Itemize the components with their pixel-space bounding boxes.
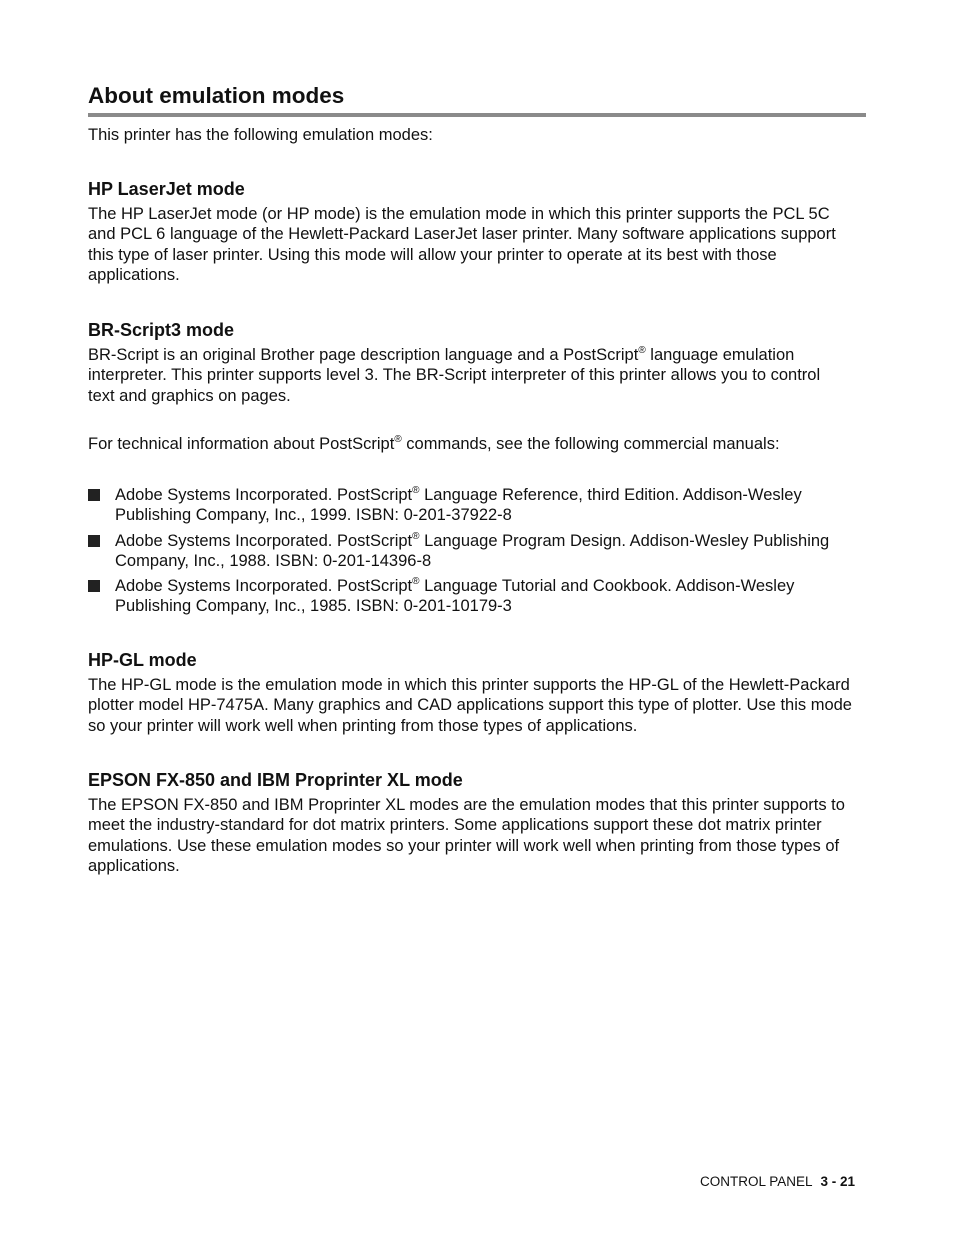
section-hp-gl xyxy=(88,649,866,736)
body-line: this type of laser printer. Using this mode will allow your printer to operate at its best with those xyxy=(88,245,777,264)
manual-list xyxy=(88,485,866,622)
section-heading-hp-gl: HP-GL mode xyxy=(88,650,197,670)
page-footer xyxy=(700,1173,855,1191)
body-line: meet the industry-standard for dot matrix printers. Some applications support these dot matrix printer xyxy=(88,816,822,835)
manual-list-item xyxy=(88,576,866,617)
body-line xyxy=(88,345,866,365)
intro-text: This printer has the following emulation modes: xyxy=(88,126,433,144)
body-line: applications. xyxy=(88,856,180,875)
body-line: and PCL 6 language of the Hewlett-Packard LaserJet laser printer. Many software applications support xyxy=(88,225,836,244)
body-line: Publishing Company, Inc., 1985. ISBN: 0-201-10179-3 xyxy=(115,597,512,616)
body-text-segment: Adobe Systems Incorporated. PostScript xyxy=(115,531,413,550)
body-text-segment: commands, see the following commercial manuals: xyxy=(401,435,780,453)
manual-list-item xyxy=(88,531,866,572)
body-line: text and graphics on pages. xyxy=(88,386,291,405)
registered-mark: ® xyxy=(394,434,402,445)
body-line: The HP LaserJet mode (or HP mode) is the emulation mode in which this printer supports the PCL 5C xyxy=(88,205,830,223)
body-text-segment: BR-Script is an original Brother page description language and a PostScript xyxy=(88,346,639,364)
registered-mark: ® xyxy=(638,345,646,356)
body-line: Company, Inc., 1988. ISBN: 0-201-14396-8 xyxy=(115,551,432,570)
body-text-segment: Language Tutorial and Cookbook. Addison-Wesley xyxy=(419,577,795,596)
body-text-segment: For technical information about PostScript xyxy=(88,435,395,453)
body-text-segment: Language Program Design. Addison-Wesley Publishing xyxy=(419,531,830,550)
body-text-segment: Adobe Systems Incorporated. PostScript xyxy=(115,486,413,504)
section-heading-br-script3: BR-Script3 mode xyxy=(88,320,235,340)
section-epson-ibm xyxy=(88,769,866,876)
body-line: so your printer will work well when printing from those types of applications. xyxy=(88,716,638,735)
square-bullet-icon xyxy=(88,580,100,592)
footer-section-label: CONTROL PANEL xyxy=(700,1174,813,1189)
body-line: The EPSON FX-850 and IBM Proprinter XL modes are the emulation modes that this printer supports to xyxy=(88,796,845,814)
section-body-hp-laserjet xyxy=(88,204,866,285)
body-line xyxy=(115,485,866,505)
page-number: 3 - 21 xyxy=(820,1174,856,1189)
body-text-segment: Language Reference, third Edition. Addison-Wesley xyxy=(419,486,802,504)
registered-mark: ® xyxy=(412,485,420,496)
section-body-hp-gl xyxy=(88,675,866,736)
body-line: applications. xyxy=(88,265,180,284)
title-divider xyxy=(88,113,866,117)
section-br-script3 xyxy=(88,319,866,406)
body-line xyxy=(115,576,866,596)
body-line: The HP-GL mode is the emulation mode in which this printer supports the HP-GL of the Hewlett-Packard xyxy=(88,676,850,694)
square-bullet-icon xyxy=(88,489,100,501)
page-title: About emulation modes xyxy=(88,83,345,108)
square-bullet-icon xyxy=(88,535,100,547)
body-line xyxy=(115,531,866,551)
section-body-epson-ibm xyxy=(88,795,866,876)
body-line: plotter model HP-7475A. Many graphics and CAD applications support this type of plotter. Use this mode xyxy=(88,696,852,715)
body-line: interpreter. This printer supports level 3. The BR-Script interpreter of this printer allows you to control xyxy=(88,366,821,385)
section-hp-laserjet xyxy=(88,178,866,285)
section-heading-epson-ibm: EPSON FX-850 and IBM Proprinter XL mode xyxy=(88,770,463,790)
manual-list-item xyxy=(88,485,866,526)
body-text-segment: language emulation xyxy=(645,346,795,364)
registered-mark: ® xyxy=(412,530,420,542)
registered-mark: ® xyxy=(412,576,420,588)
body-text-segment: Adobe Systems Incorporated. PostScript xyxy=(115,577,413,596)
postscript-reference-intro xyxy=(88,434,780,454)
body-line: Publishing Company, Inc., 1999. ISBN: 0-201-37922-8 xyxy=(115,506,512,525)
body-line: emulations. Use these emulation modes so your printer will work well when printing from those types of xyxy=(88,836,840,855)
section-heading-hp-laserjet: HP LaserJet mode xyxy=(88,179,245,199)
section-body-br-script3 xyxy=(88,345,866,406)
